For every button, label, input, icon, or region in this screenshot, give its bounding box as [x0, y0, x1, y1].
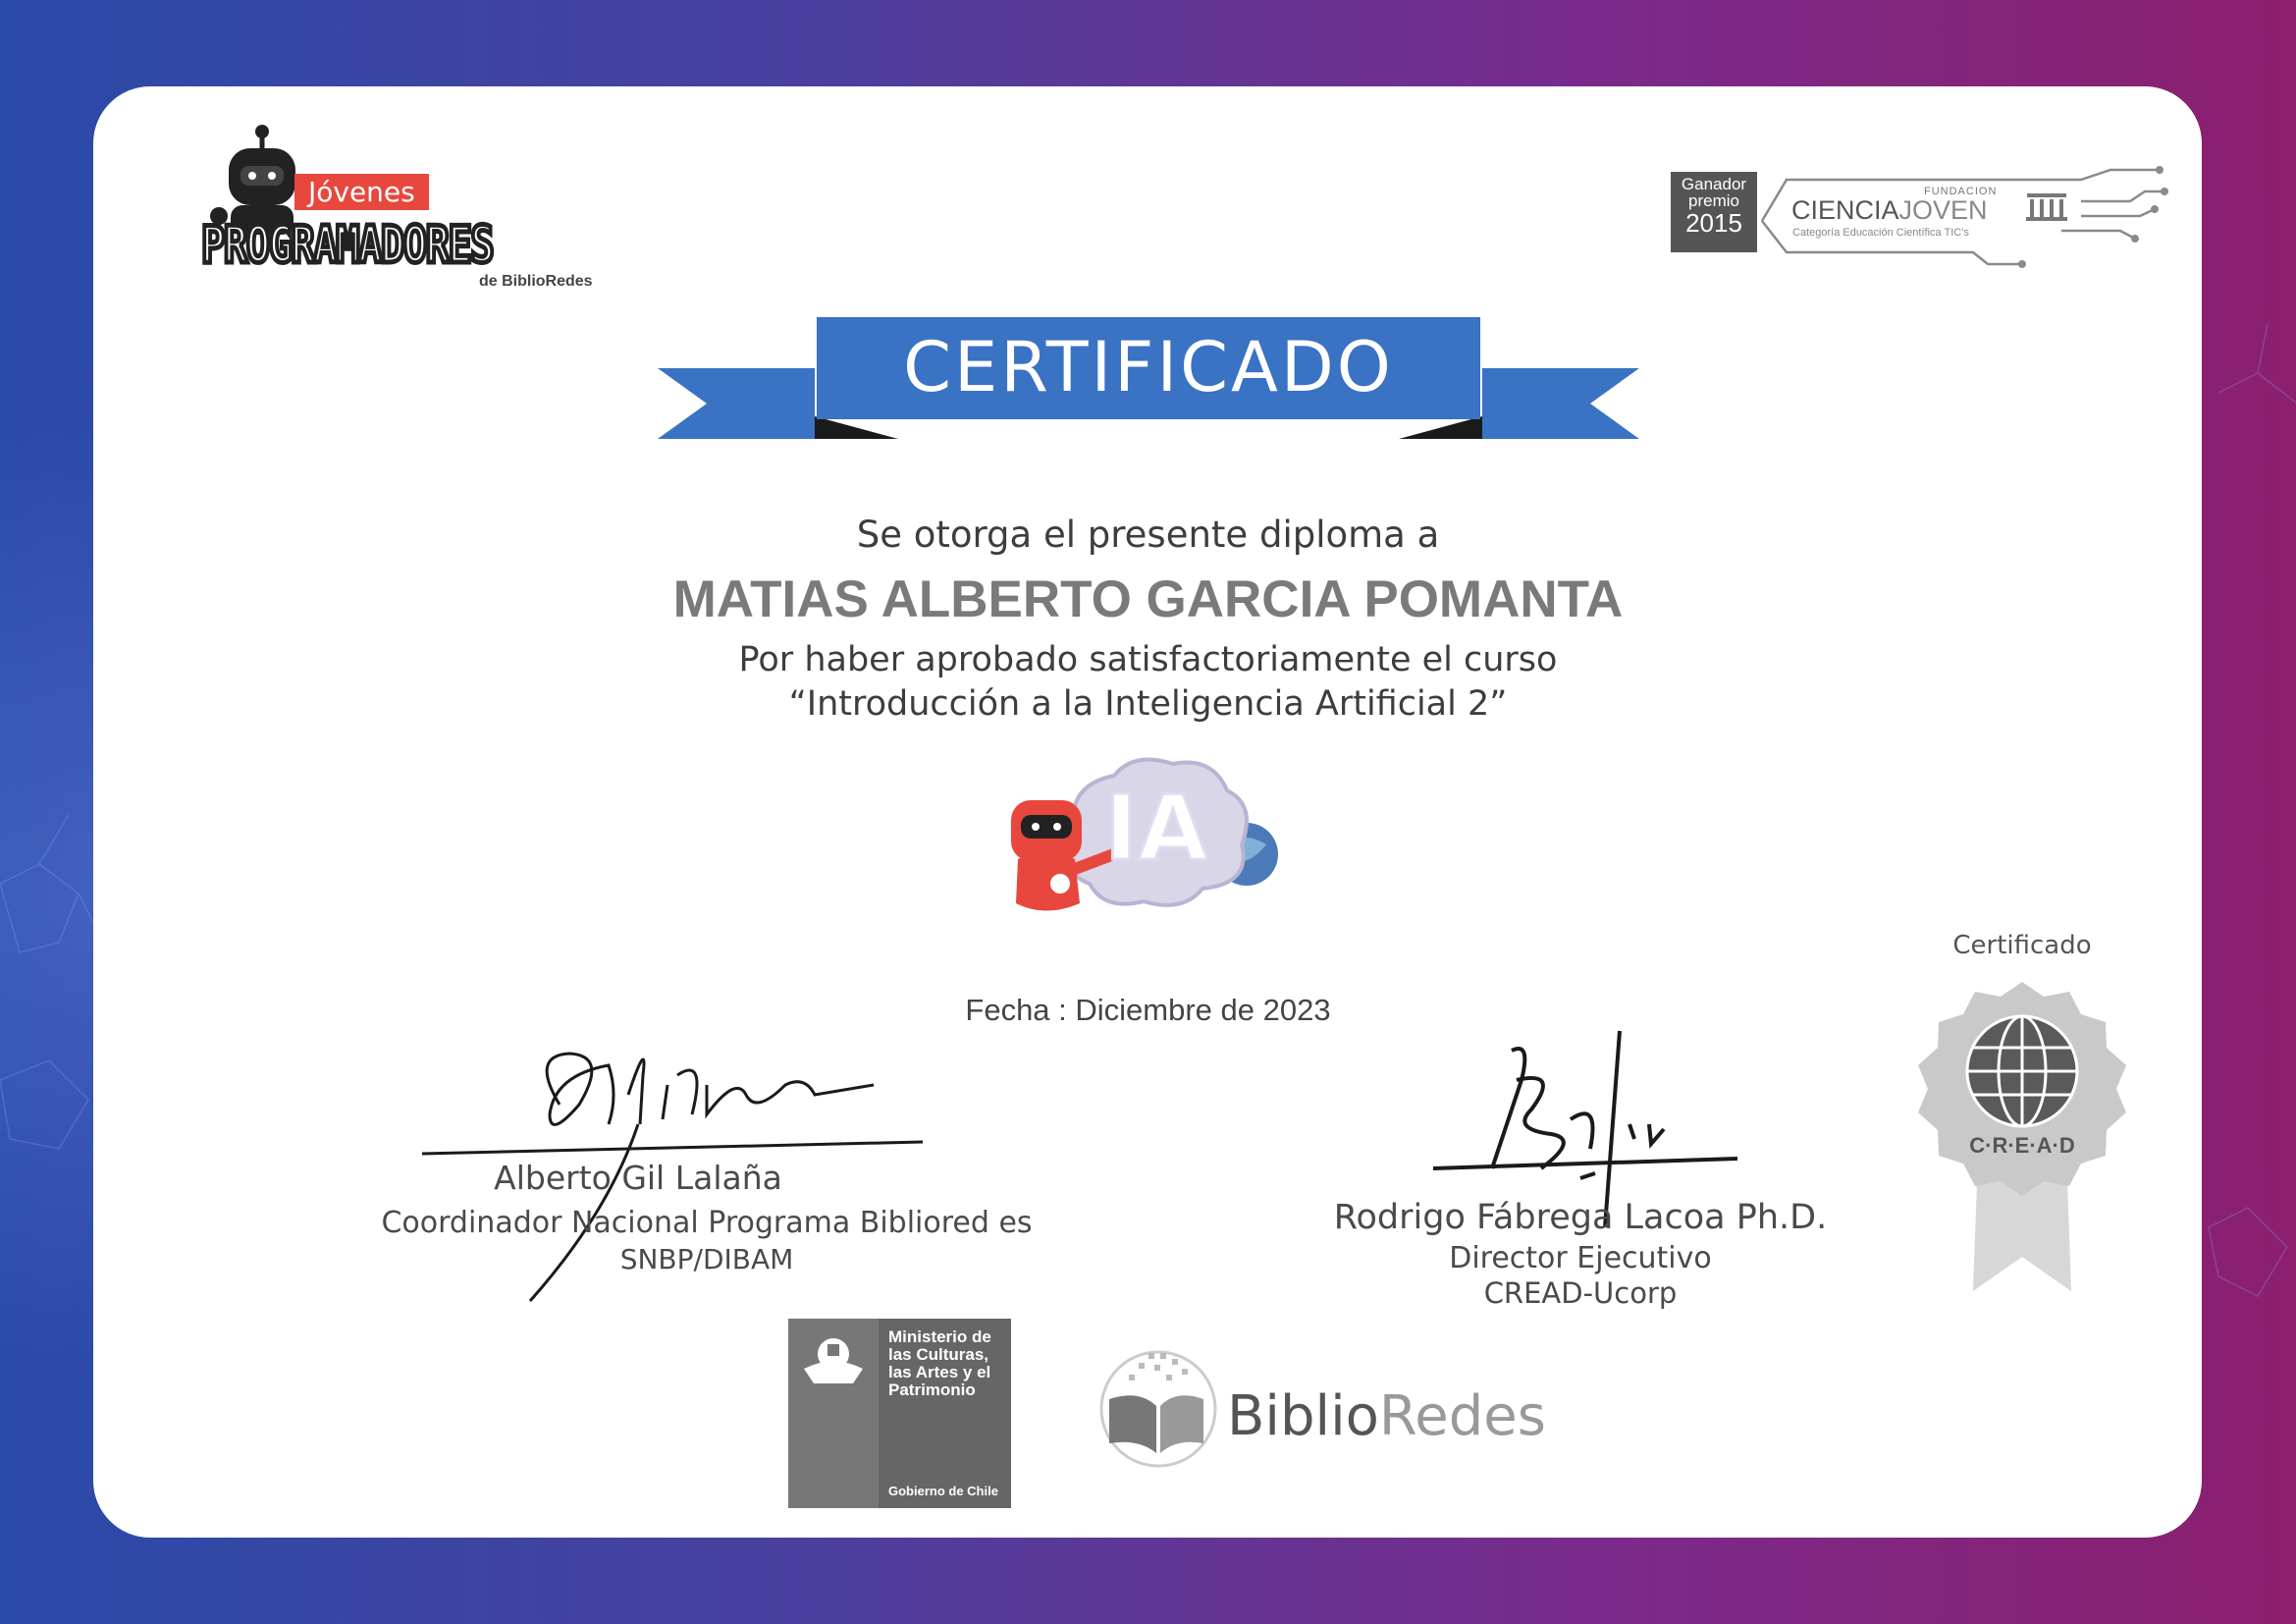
ciencia-text: CIENCIA [1791, 195, 1899, 225]
signatory-2-name: Rodrigo Fábrega Lacoa Ph.D. [1333, 1198, 1828, 1237]
signatory-1-name: Alberto Gil Lalaña [494, 1159, 782, 1197]
signatory-1-org: SNBP/DIBAM [619, 1243, 794, 1275]
redes-text: Redes [1378, 1384, 1546, 1448]
biblioredes-logo [1080, 1345, 1546, 1473]
ia-logo-text: IA [1104, 776, 1208, 881]
programadores-title: PROGRAMADORES [201, 216, 494, 275]
ministry-line-4: Patrimonio [888, 1380, 976, 1399]
ministry-line-2: las Culturas, [888, 1345, 989, 1364]
reason-text: Por haber aprobado satisfactoriamente el curso [738, 640, 1558, 679]
joven-text: JOVEN [1898, 195, 1988, 225]
course-name: “Introducción a la Inteligencia Artificial 2” [788, 684, 1508, 724]
ministerio-cultura-logo [788, 1319, 1011, 1508]
intro-text: Se otorga el presente diploma a [856, 514, 1440, 556]
certificado-title: CERTIFICADO [903, 327, 1394, 407]
ciencia-joven-logo [1669, 162, 2169, 270]
recipient-name: MATIAS ALBERTO GARCIA POMANTA [672, 570, 1624, 628]
biblioredes-wordmark [1227, 1384, 1546, 1448]
badge-year: 2015 [1685, 208, 1742, 238]
ministry-text [888, 1328, 991, 1399]
badge-line2: premio [1688, 191, 1739, 210]
biblio-text: Biblio [1227, 1384, 1379, 1448]
bibliored-byline: de BiblioRedes [479, 273, 593, 290]
jovenes-programadores-logo [196, 123, 618, 299]
ia-course-logo [1006, 746, 1291, 918]
seal-caption: Certificado [1952, 931, 2092, 960]
ministry-line-3: las Artes y el [888, 1363, 991, 1381]
chile-coat-of-arms-icon [794, 1325, 873, 1393]
ciencia-joven-wordmark [1791, 195, 1988, 226]
fundacion-label: FUNDACION [1924, 186, 1998, 197]
signatory-1-role: Coordinador Nacional Programa Bibliored es [381, 1206, 1033, 1240]
signatory-2-org: CREAD-Ucorp [1483, 1276, 1678, 1310]
issue-date: Fecha : Diciembre de 2023 [965, 993, 1331, 1027]
seal-label: C·R·E·A·D [1969, 1133, 2075, 1158]
ciencia-category: Categoría Educación Científica TIC's [1792, 227, 1969, 239]
signatory-2-role: Director Ejecutivo [1449, 1241, 1712, 1275]
jovenes-label: Jóvenes [294, 174, 429, 210]
badge-line1: Ganador [1681, 175, 1747, 193]
gobierno-label: Gobierno de Chile [888, 1484, 998, 1498]
open-book-icon [1080, 1345, 1227, 1473]
ministry-line-1: Ministerio de [888, 1327, 991, 1346]
